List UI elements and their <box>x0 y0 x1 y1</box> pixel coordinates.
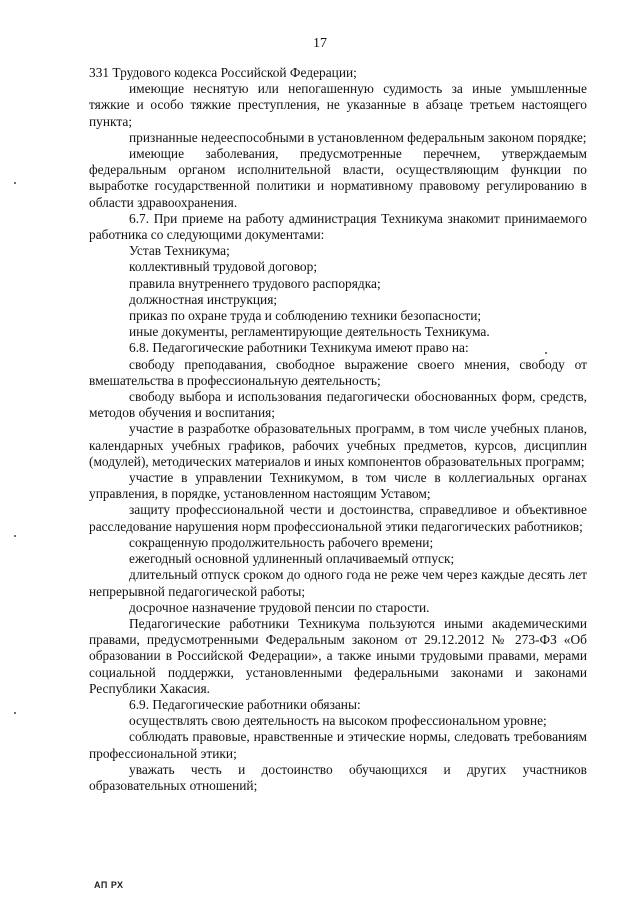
list-item: приказ по охране труда и соблюдению техники безопасности; <box>129 308 482 324</box>
list-item: свободу выбора и использования педагогически обоснованных форм, средств, методов обучения и воспитания; <box>89 389 587 421</box>
scan-speck <box>14 182 16 184</box>
section-heading: 6.9. Педагогические работники обязаны: <box>129 696 361 712</box>
list-item: Устав Техникума; <box>129 243 230 259</box>
paragraph: имеющие заболевания, предусмотренные перечнем, утверждаемым федеральным органом исполнительной власти, осуществляющим функции по выработке государственной политики и нормативному правовому регулированию в области здравоохранения. <box>89 146 587 210</box>
list-item: защиту профессиональной чести и достоинства, справедливое и объективное расследование нарушения норм профессиональной этики педагогических работников; <box>89 502 587 534</box>
scan-speck <box>14 535 16 537</box>
archive-stamp: АП РХ <box>94 880 124 890</box>
list-item: досрочное назначение трудовой пенсии по старости. <box>129 599 430 615</box>
list-item: иные документы, регламентирующие деятельность Техникума. <box>129 324 490 340</box>
list-item: должностная инструкция; <box>129 291 278 307</box>
paragraph: 6.7. При приеме на работу администрация Техникума знакомит принимаемого работника со следующими документами: <box>89 210 587 243</box>
list-item: уважать честь и достоинство обучающихся и других участников образовательных отношений; <box>89 761 587 793</box>
list-item: коллективный трудовой договор; <box>129 259 318 275</box>
page-number: 17 <box>313 36 327 51</box>
paragraph: имеющие неснятую или непогашенную судимость за иные умышленные тяжкие и особо тяжкие преступления, не указанные в абзаце третьем настоящего пункта; <box>89 81 587 129</box>
paragraph: Педагогические работники Техникума пользуются иными академическими правами, предусмотренными Федеральным законом от 29.12.2012 № 273-ФЗ «Об образовании в Российской Федерации», а также иными трудовыми правами, мерами социальной поддержки, установленными федеральными законами и законами Республики Хакасия. <box>89 615 587 696</box>
list-item: осуществлять свою деятельность на высоком профессиональном уровне; <box>129 713 547 729</box>
list-item: участие в разработке образовательных программ, в том числе учебных планов, календарных учебных графиков, рабочих учебных предметов, курсов, дисциплин (модулей), методических материалов и иных компонентов образовательных программ; <box>89 421 587 469</box>
paragraph: признанные недееспособными в установленном федеральным законом порядке; <box>129 129 587 145</box>
paragraph: 331 Трудового кодекса Российской Федерации; <box>89 65 357 80</box>
list-item: правила внутреннего трудового распорядка; <box>129 275 381 291</box>
list-item: участие в управлении Техникумом, в том числе в коллегиальных органах управления, в порядке, установленном настоящим Уставом; <box>89 470 587 502</box>
list-item: сокращенную продолжительность рабочего времени; <box>129 534 434 550</box>
section-heading: 6.8. Педагогические работники Техникума имеют право на: <box>129 340 469 356</box>
list-item: ежегодный основной удлиненный оплачиваемый отпуск; <box>129 551 455 567</box>
scan-speck <box>14 712 16 714</box>
list-item: длительный отпуск сроком до одного года не реже чем через каждые десять лет непрерывной педагогической работы; <box>89 567 587 599</box>
list-item: соблюдать правовые, нравственные и этические нормы, следовать требованиям профессиональной этики; <box>89 729 587 761</box>
document-body <box>89 65 587 794</box>
scan-speck <box>545 352 547 354</box>
list-item: свободу преподавания, свободное выражение своего мнения, свободу от вмешательства в профессиональную деятельность; <box>89 356 587 388</box>
